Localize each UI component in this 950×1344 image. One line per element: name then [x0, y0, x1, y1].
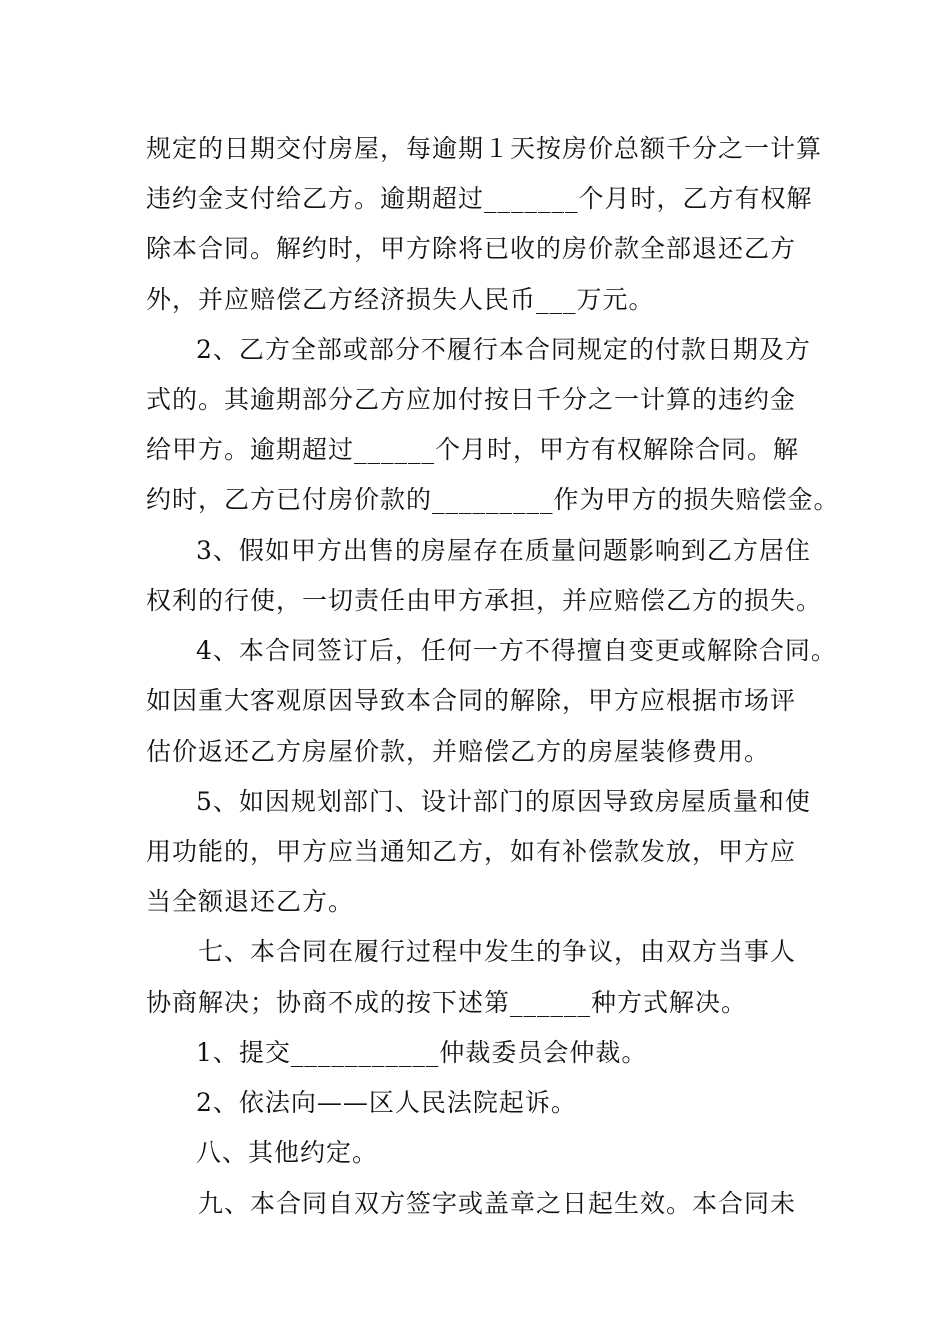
text-line: 违约金支付给乙方。逾期超过_______个月时，乙方有权解: [146, 184, 813, 213]
text-line: 权利的行使，一切责任由甲方承担，并应赔偿乙方的损失。: [146, 586, 823, 615]
option-1-line: 1、提交___________仲裁委员会仲裁。: [196, 1038, 648, 1067]
text-line: 规定的日期交付房屋，每逾期１天按房价总额千分之一计算: [146, 134, 823, 163]
text-line: 估价返还乙方房屋价款，并赔偿乙方的房屋装修费用。: [146, 737, 771, 766]
section-9-heading-line: 九、本合同自双方签字或盖章之日起生效。本合同未: [198, 1189, 797, 1218]
text-line: 式的。其逾期部分乙方应加付按日千分之一计算的违约金: [146, 385, 797, 414]
section-7-heading-line: 七、本合同在履行过程中发生的争议，由双方当事人: [198, 937, 797, 966]
text-line: 协商解决；协商不成的按下述第______种方式解决。: [146, 988, 748, 1017]
section-8-heading-line: 八、其他约定。: [196, 1138, 379, 1167]
text-line: 约时，乙方已付房价款的_________作为甲方的损失赔偿金。: [146, 485, 840, 514]
clause-2-heading-line: 2、乙方全部或部分不履行本合同规定的付款日期及方: [196, 335, 811, 364]
text-line: 外，并应赔偿乙方经济损失人民币___万元。: [146, 285, 655, 314]
text-line: 当全额退还乙方。: [146, 887, 355, 916]
option-2-line: 2、依法向——区人民法院起诉。: [196, 1088, 577, 1117]
text-line: 如因重大客观原因导致本合同的解除，甲方应根据市场评: [146, 686, 797, 715]
clause-3-heading-line: 3、假如甲方出售的房屋存在质量问题影响到乙方居住: [196, 536, 811, 565]
text-line: 用功能的，甲方应当通知乙方，如有补偿款发放，甲方应: [146, 837, 797, 866]
clause-4-heading-line: 4、本合同签订后，任何一方不得擅自变更或解除合同。: [196, 636, 837, 665]
text-line: 除本合同。解约时，甲方除将已收的房价款全部退还乙方: [146, 234, 797, 263]
text-line: 给甲方。逾期超过______个月时，甲方有权解除合同。解: [146, 435, 800, 464]
clause-5-heading-line: 5、如因规划部门、设计部门的原因导致房屋质量和使: [196, 787, 811, 816]
